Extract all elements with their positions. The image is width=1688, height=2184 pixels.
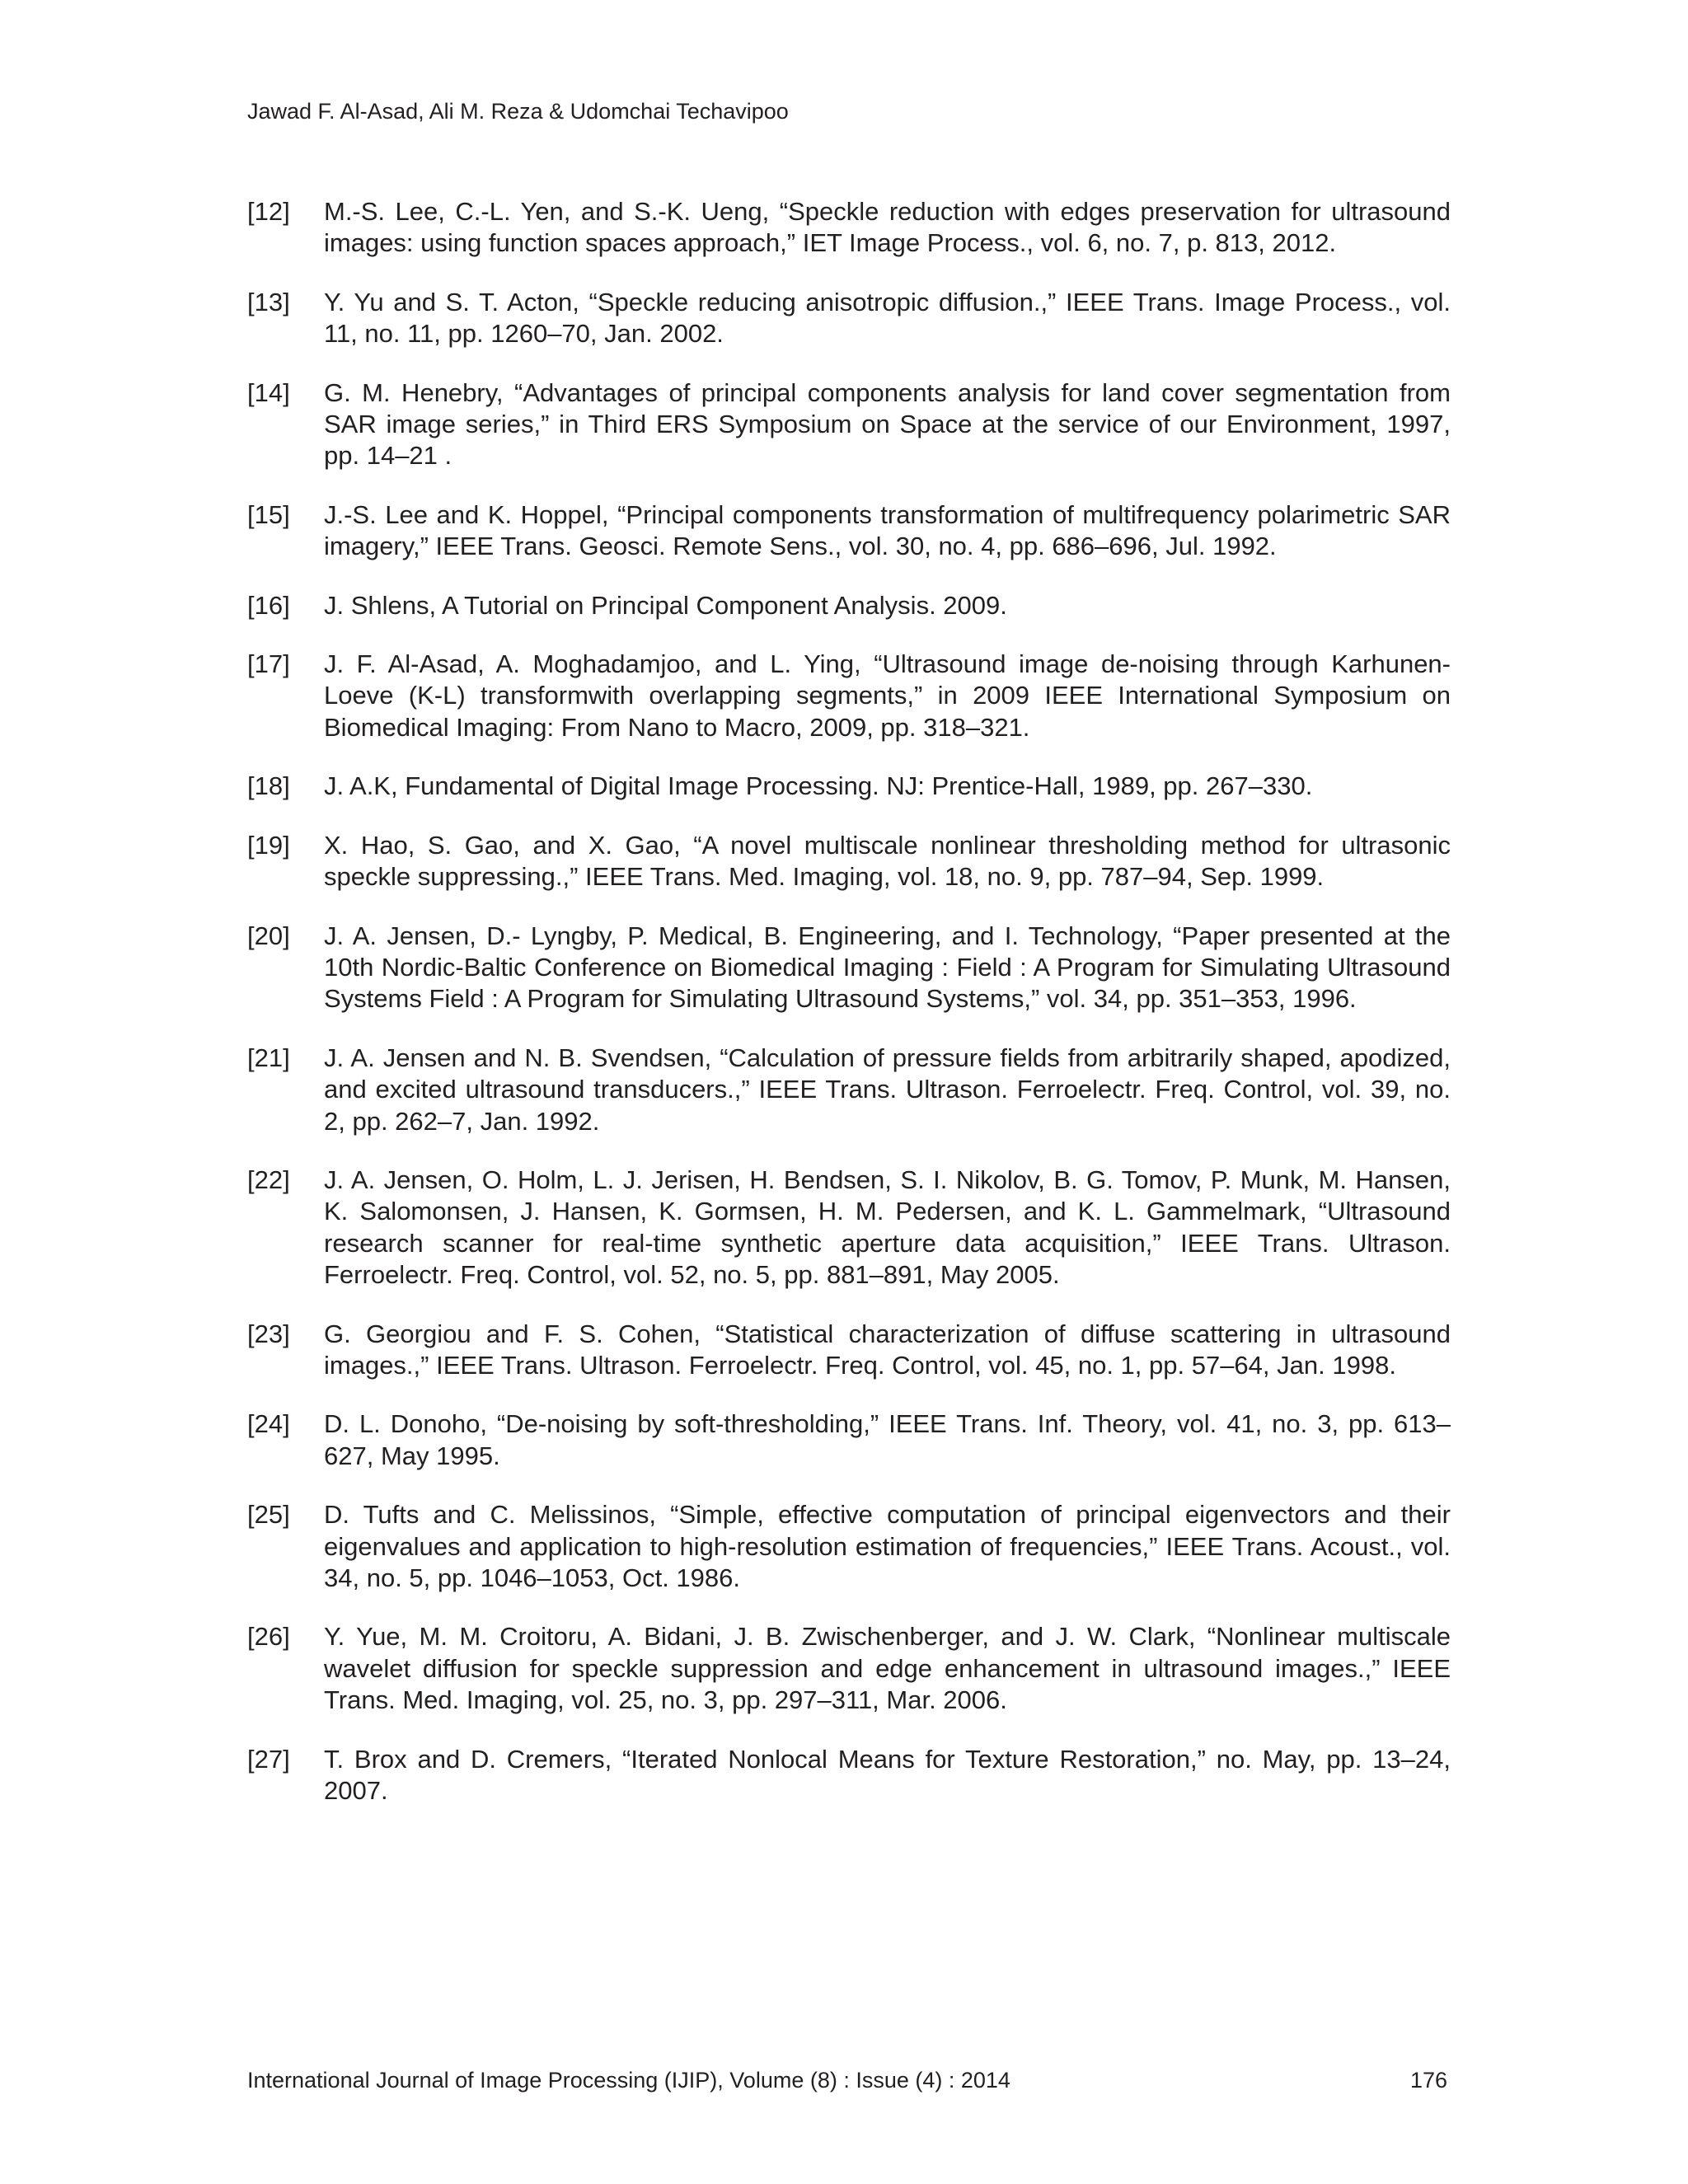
reference-item (247, 499, 1451, 563)
reference-text: G. Georgiou and F. S. Cohen, “Statistical characterization of diffuse scattering in ultrasound images.,” IEEE Trans. Ultrason. Ferroelectr. Freq. Control, vol. 45, no. 1, pp. 57–64, Jan. 1998. (324, 1319, 1451, 1380)
reference-number: [18] (247, 771, 290, 801)
reference-number: [17] (247, 649, 290, 679)
reference-item (247, 921, 1451, 1015)
reference-text: J.-S. Lee and K. Hoppel, “Principal components transformation of multifrequency polarimetric SAR imagery,” IEEE Trans. Geosci. Remote Sens., vol. 30, no. 4, pp. 686–696, Jul. 1992. (324, 499, 1451, 561)
reference-item (247, 1408, 1451, 1472)
reference-number: [24] (247, 1409, 290, 1439)
reference-number: [14] (247, 377, 290, 407)
reference-number: [23] (247, 1319, 290, 1348)
reference-item (247, 771, 1451, 802)
reference-number: [22] (247, 1165, 290, 1194)
reference-item (247, 287, 1451, 350)
reference-text: G. M. Henebry, “Advantages of principal components analysis for land cover segmentation from SAR image series,” in Third ERS Symposium on Space at the service of our Environment, 1997, pp. 14–21 . (324, 377, 1451, 471)
reference-text: J. A. Jensen and N. B. Svendsen, “Calculation of pressure fields from arbitrarily shaped, apodized, and excited ultrasound transducers.,” IEEE Trans. Ultrason. Ferroelectr. Freq. Control, vol. 39, no. 2, pp. 262–7, Jan. 1992. (324, 1043, 1451, 1136)
reference-item (247, 649, 1451, 743)
reference-text: D. L. Donoho, “De-noising by soft-thresholding,” IEEE Trans. Inf. Theory, vol. 41, no. 3, pp. 613–627, May 1995. (324, 1409, 1451, 1470)
page-number: 176 (1409, 2068, 1447, 2093)
reference-number: [21] (247, 1043, 290, 1072)
reference-number: [27] (247, 1744, 290, 1774)
reference-item (247, 590, 1451, 621)
reference-text: Y. Yue, M. M. Croitoru, A. Bidani, J. B. Zwischenberger, and J. W. Clark, “Nonlinear multiscale wavelet diffusion for speckle suppression and edge enhancement in ultrasound images.,” IEEE Trans. Med. Imaging, vol. 25, no. 3, pp. 297–311, Mar. 2006. (324, 1622, 1451, 1715)
reference-text: M.-S. Lee, C.-L. Yen, and S.-K. Ueng, “Speckle reduction with edges preservation for ultrasound images: using function spaces approach,” IET Image Process., vol. 6, no. 7, p. 813, 2012. (324, 197, 1451, 258)
reference-item (247, 196, 1451, 260)
reference-number: [20] (247, 921, 290, 950)
reference-text: T. Brox and D. Cremers, “Iterated Nonlocal Means for Texture Restoration,” no. May, pp. 13–24, 2007. (324, 1744, 1451, 1806)
reference-item (247, 1499, 1451, 1594)
footer-journal-citation: International Journal of Image Processing (IJIP), Volume (8) : Issue (4) : 2014 (247, 2068, 1010, 2093)
reference-text: J. A.K, Fundamental of Digital Image Processing. NJ: Prentice-Hall, 1989, pp. 267–330. (324, 771, 1313, 801)
reference-text: J. A. Jensen, O. Holm, L. J. Jerisen, H. Bendsen, S. I. Nikolov, B. G. Tomov, P. Munk, M. Hansen, K. Salomonsen, J. Hansen, K. Gormsen, H. M. Pedersen, and K. L. Gammelmark, “Ultrasound research scanner for real-time synthetic aperture data acquisition,” IEEE Trans. Ultrason. Ferroelectr. Freq. Control, vol. 52, no. 5, pp. 881–891, May 2005. (324, 1165, 1451, 1290)
reference-item (247, 1043, 1451, 1137)
reference-text: J. Shlens, A Tutorial on Principal Component Analysis. 2009. (324, 590, 1007, 620)
reference-item (247, 830, 1451, 893)
reference-text: J. F. Al-Asad, A. Moghadamjoo, and L. Ying, “Ultrasound image de-noising through Karhunen-Loeve (K-L) transformwith overlapping segments,” in 2009 IEEE International Symposium on Biomedical Imaging: From Nano to Macro, 2009, pp. 318–321. (324, 649, 1451, 742)
reference-text: X. Hao, S. Gao, and X. Gao, “A novel multiscale nonlinear thresholding method for ultrasonic speckle suppressing.,” IEEE Trans. Med. Imaging, vol. 18, no. 9, pp. 787–94, Sep. 1999. (324, 830, 1451, 892)
reference-list (247, 196, 1451, 1834)
reference-item (247, 1744, 1451, 1807)
reference-text: D. Tufts and C. Melissinos, “Simple, effective computation of principal eigenvectors and their eigenvalues and application to high-resolution estimation of frequencies,” IEEE Trans. Acoust., vol. 34, no. 5, pp. 1046–1053, Oct. 1986. (324, 1500, 1451, 1592)
reference-item (247, 1621, 1451, 1716)
reference-number: [16] (247, 590, 290, 620)
reference-number: [12] (247, 197, 290, 226)
reference-item (247, 1319, 1451, 1382)
reference-number: [15] (247, 499, 290, 529)
running-head-authors: Jawad F. Al-Asad, Ali M. Reza & Udomchai Techavipoo (247, 99, 789, 124)
reference-number: [26] (247, 1622, 290, 1652)
reference-item (247, 377, 1451, 472)
reference-item (247, 1165, 1451, 1291)
reference-number: [13] (247, 287, 290, 316)
reference-text: Y. Yu and S. T. Acton, “Speckle reducing anisotropic diffusion.,” IEEE Trans. Image Process., vol. 11, no. 11, pp. 1260–70, Jan. 2002. (324, 287, 1451, 349)
reference-number: [25] (247, 1500, 290, 1530)
reference-number: [19] (247, 830, 290, 860)
reference-text: J. A. Jensen, D.- Lyngby, P. Medical, B. Engineering, and I. Technology, “Paper presented at the 10th Nordic-Baltic Conference on Biomedical Imaging : Field : A Program for Simulating Ultrasound Systems Field : A Program for Simulating Ultrasound Systems,” vol. 34, pp. 351–353, 1996. (324, 921, 1451, 1014)
